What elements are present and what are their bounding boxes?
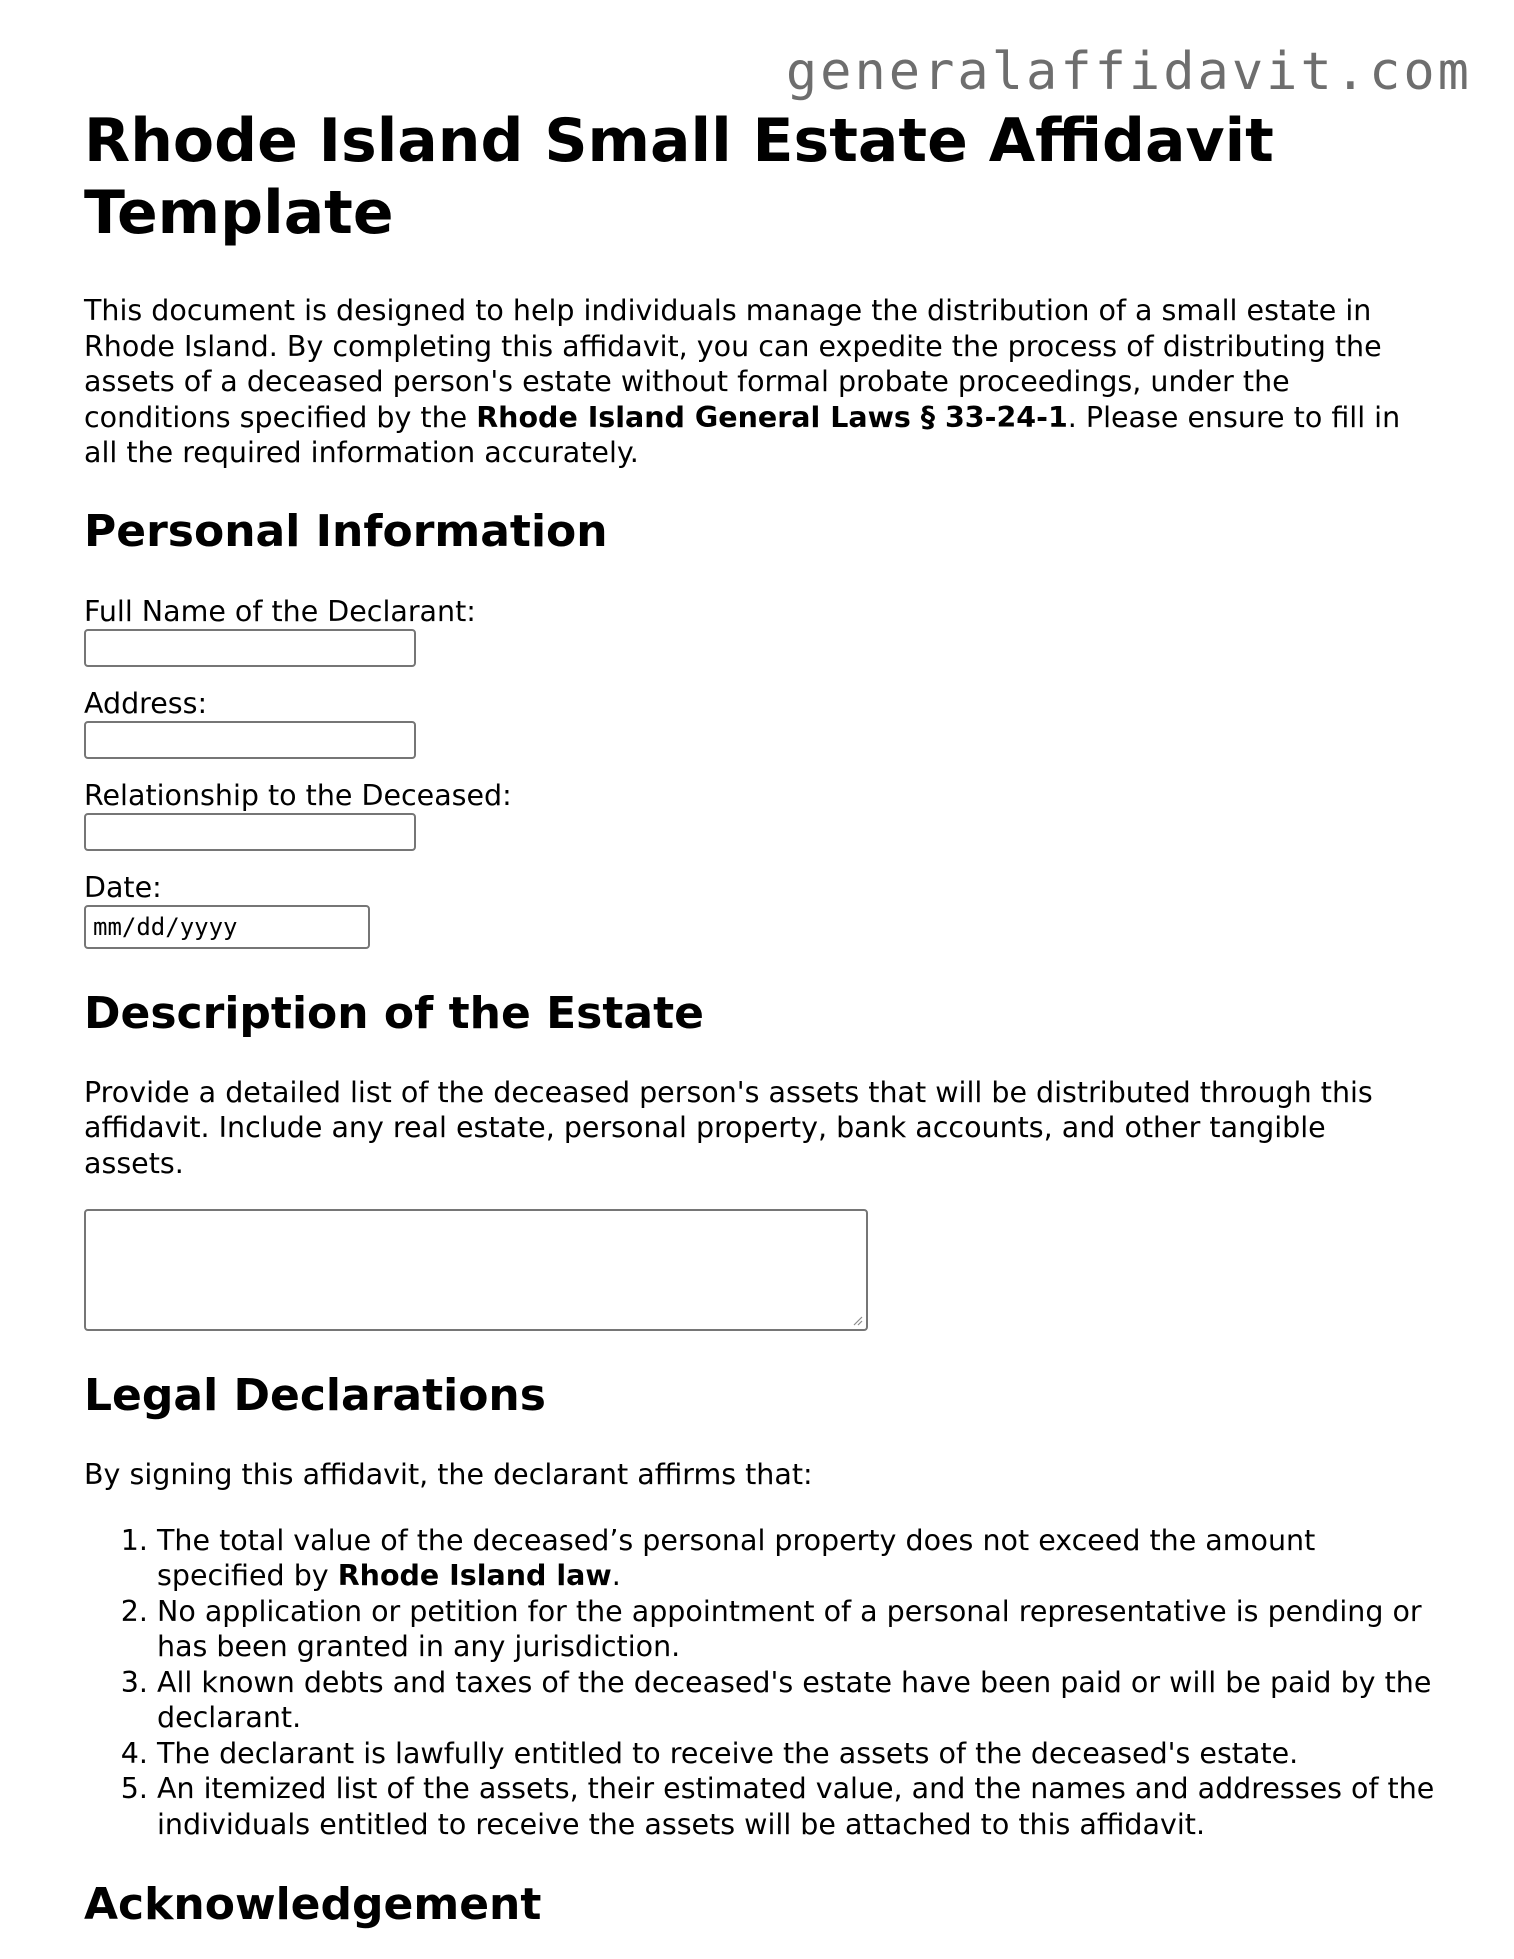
intro-paragraph bbox=[84, 293, 1429, 471]
page-title: Rhode Island Small Estate Affidavit Template bbox=[84, 106, 1274, 248]
legal-declarations-list bbox=[84, 1523, 1437, 1843]
address-label: Address: bbox=[84, 686, 208, 720]
section-heading-personal: Personal Information bbox=[84, 505, 608, 557]
list-item: 4. The declarant is lawfully entitled to receive the assets of the deceased's estate. bbox=[157, 1736, 1437, 1772]
legal-intro: By signing this affidavit, the declarant affirms that: bbox=[84, 1458, 813, 1491]
address-input[interactable] bbox=[84, 721, 416, 759]
relationship-input[interactable] bbox=[84, 813, 416, 851]
watermark: generalaffidavit.com bbox=[785, 42, 1472, 102]
date-input[interactable] bbox=[84, 905, 370, 949]
estate-description-textarea[interactable] bbox=[84, 1209, 868, 1331]
section-heading-legal: Legal Declarations bbox=[84, 1370, 546, 1421]
relationship-label: Relationship to the Deceased: bbox=[84, 778, 512, 812]
date-placeholder: mm/dd/yyyy bbox=[93, 912, 238, 941]
declarant-name-label: Full Name of the Declarant: bbox=[84, 594, 476, 628]
list-item: 3. All known debts and taxes of the deceased's estate have been paid or will be paid by the declarant. bbox=[157, 1665, 1437, 1736]
list-item: 2. No application or petition for the appointment of a personal representative is pending or has been granted in any jurisdiction. bbox=[157, 1594, 1437, 1665]
document-body bbox=[84, 105, 1434, 1932]
date-label: Date: bbox=[84, 870, 162, 904]
section-heading-estate: Description of the Estate bbox=[84, 987, 704, 1039]
resize-grip-icon[interactable] bbox=[851, 1314, 863, 1326]
intro-text-before: This document is designed to help individuals manage the distribution of a small estate in Rhode Island. By completing this affidavit, you can expedite the process of distributing the assets of a deceased person's estate without formal probate proceedings, under the conditions specified by the bbox=[84, 294, 1382, 434]
section-heading-acknowledgement: Acknowledgement bbox=[84, 1879, 542, 1930]
list-item: 5. An itemized list of the assets, their estimated value, and the names and addresses of the individuals entitled to receive the assets will be attached to this affidavit. bbox=[157, 1771, 1437, 1842]
list-item bbox=[157, 1523, 1437, 1594]
item1-bold: Rhode Island law bbox=[337, 1559, 612, 1592]
estate-instructions: Provide a detailed list of the deceased person's assets that will be distributed through this affidavit. Include any real estate, personal property, bank accounts, and other tangible assets. bbox=[84, 1075, 1373, 1180]
declarant-name-input[interactable] bbox=[84, 629, 416, 667]
item1-text-after: . bbox=[611, 1559, 621, 1592]
intro-text-after: . Please ensure to fill in all the required information accurately. bbox=[84, 400, 1401, 469]
item1-text-before: The total value of the deceased’s personal property does not exceed the amount specified by bbox=[157, 1523, 1316, 1592]
intro-law-reference: Rhode Island General Laws § 33-24-1 bbox=[476, 400, 1068, 434]
